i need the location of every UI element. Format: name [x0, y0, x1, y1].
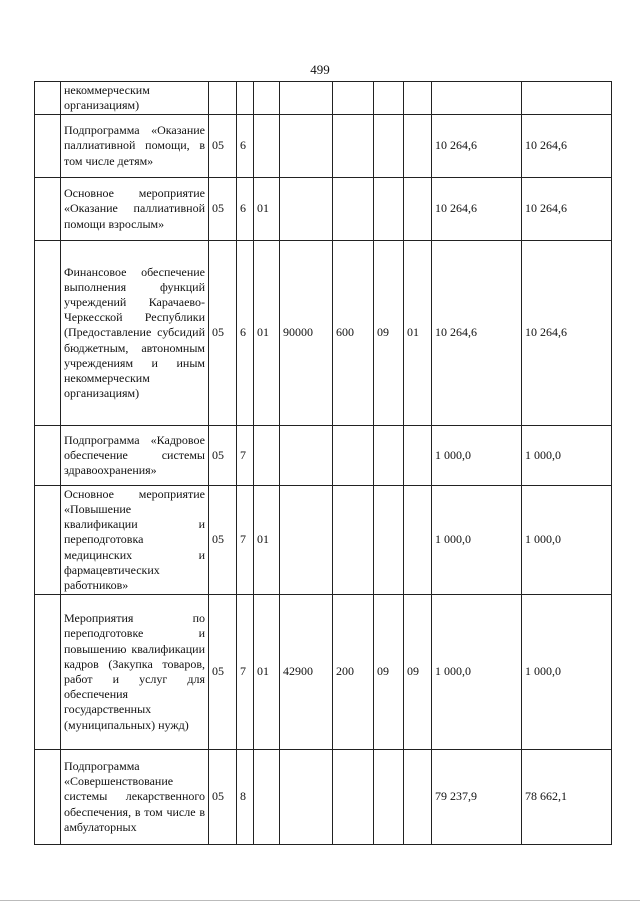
subchapter-code: 09	[404, 595, 432, 750]
table-row	[35, 178, 612, 241]
amount-year-2	[522, 82, 612, 115]
amount-year-1: 1 000,0	[432, 595, 522, 750]
subchapter-code	[404, 426, 432, 486]
table-row	[35, 115, 612, 178]
section-code: 05	[209, 595, 237, 750]
amount-year-1: 1 000,0	[432, 426, 522, 486]
page-number: 499	[310, 62, 330, 77]
subchapter-code: 01	[404, 241, 432, 426]
subprogram-code: 6	[237, 115, 254, 178]
table-row	[35, 595, 612, 750]
direction-code	[280, 426, 333, 486]
subprogram-code: 7	[237, 426, 254, 486]
blank-cell	[35, 178, 61, 241]
event-code	[254, 426, 280, 486]
event-code: 01	[254, 178, 280, 241]
subprogram-code: 8	[237, 750, 254, 845]
amount-year-2: 1 000,0	[522, 595, 612, 750]
blank-cell	[35, 426, 61, 486]
amount-year-2: 78 662,1	[522, 750, 612, 845]
subchapter-code	[404, 115, 432, 178]
expense-type-code	[333, 750, 374, 845]
amount-year-1: 79 237,9	[432, 750, 522, 845]
direction-code	[280, 82, 333, 115]
row-name: Мероприятия по переподготовке и повышению квалификации кадров (Закупка товаров, работ и услуг для обеспечения государственных (муниципальных) нужд)	[61, 595, 209, 750]
row-name: Подпрограмма «Кадровое обеспечение системы здравоохранения»	[61, 426, 209, 486]
chapter-code	[374, 82, 404, 115]
expense-type-code	[333, 82, 374, 115]
chapter-code	[374, 486, 404, 595]
event-code: 01	[254, 595, 280, 750]
amount-year-2: 10 264,6	[522, 241, 612, 426]
expense-type-code: 600	[333, 241, 374, 426]
direction-code: 90000	[280, 241, 333, 426]
amount-year-1	[432, 82, 522, 115]
chapter-code	[374, 750, 404, 845]
section-code: 05	[209, 486, 237, 595]
budget-table	[34, 81, 612, 845]
table-row	[35, 426, 612, 486]
table-row	[35, 486, 612, 595]
event-code: 01	[254, 241, 280, 426]
subprogram-code: 6	[237, 178, 254, 241]
subchapter-code	[404, 178, 432, 241]
blank-cell	[35, 115, 61, 178]
direction-code	[280, 115, 333, 178]
event-code	[254, 115, 280, 178]
event-code: 01	[254, 486, 280, 595]
row-name: Финансовое обеспечение выполнения функций учреждений Карачаево-Черкесской Республики (Предоставление субсидий бюджетным, автономным учреждениям и иным некоммерческим организациям)	[61, 241, 209, 426]
event-code	[254, 82, 280, 115]
row-name: Подпрограмма «Совершенствование системы лекарственного обеспечения, в том числе в амбулаторных	[61, 750, 209, 845]
blank-cell	[35, 750, 61, 845]
subprogram-code: 7	[237, 595, 254, 750]
subchapter-code	[404, 82, 432, 115]
section-code: 05	[209, 178, 237, 241]
blank-cell	[35, 486, 61, 595]
subprogram-code: 6	[237, 241, 254, 426]
amount-year-1: 10 264,6	[432, 115, 522, 178]
amount-year-2: 10 264,6	[522, 178, 612, 241]
direction-code	[280, 178, 333, 241]
amount-year-1: 1 000,0	[432, 486, 522, 595]
blank-cell	[35, 82, 61, 115]
row-name: некоммерческим организациям)	[61, 82, 209, 115]
direction-code	[280, 486, 333, 595]
expense-type-code: 200	[333, 595, 374, 750]
expense-type-code	[333, 178, 374, 241]
expense-type-code	[333, 486, 374, 595]
chapter-code	[374, 115, 404, 178]
amount-year-1: 10 264,6	[432, 241, 522, 426]
row-name: Подпрограмма «Оказание паллиативной помощи, в том числе детям»	[61, 115, 209, 178]
direction-code	[280, 750, 333, 845]
subprogram-code	[237, 82, 254, 115]
direction-code: 42900	[280, 595, 333, 750]
amount-year-2: 1 000,0	[522, 426, 612, 486]
row-name: Основное мероприятие «Повышение квалификации и переподготовка медицинских и фармацевтических работников»	[61, 486, 209, 595]
table-row	[35, 241, 612, 426]
section-code: 05	[209, 115, 237, 178]
chapter-code: 09	[374, 241, 404, 426]
row-name: Основное мероприятие «Оказание паллиативной помощи взрослым»	[61, 178, 209, 241]
event-code	[254, 750, 280, 845]
table-row	[35, 82, 612, 115]
amount-year-1: 10 264,6	[432, 178, 522, 241]
subchapter-code	[404, 486, 432, 595]
table-row	[35, 750, 612, 845]
blank-cell	[35, 241, 61, 426]
chapter-code	[374, 426, 404, 486]
section-code: 05	[209, 750, 237, 845]
section-code: 05	[209, 241, 237, 426]
chapter-code: 09	[374, 595, 404, 750]
subchapter-code	[404, 750, 432, 845]
subprogram-code: 7	[237, 486, 254, 595]
chapter-code	[374, 178, 404, 241]
blank-cell	[35, 595, 61, 750]
page-bottom-edge	[0, 900, 640, 901]
amount-year-2: 10 264,6	[522, 115, 612, 178]
expense-type-code	[333, 115, 374, 178]
section-code: 05	[209, 426, 237, 486]
amount-year-2: 1 000,0	[522, 486, 612, 595]
section-code	[209, 82, 237, 115]
expense-type-code	[333, 426, 374, 486]
